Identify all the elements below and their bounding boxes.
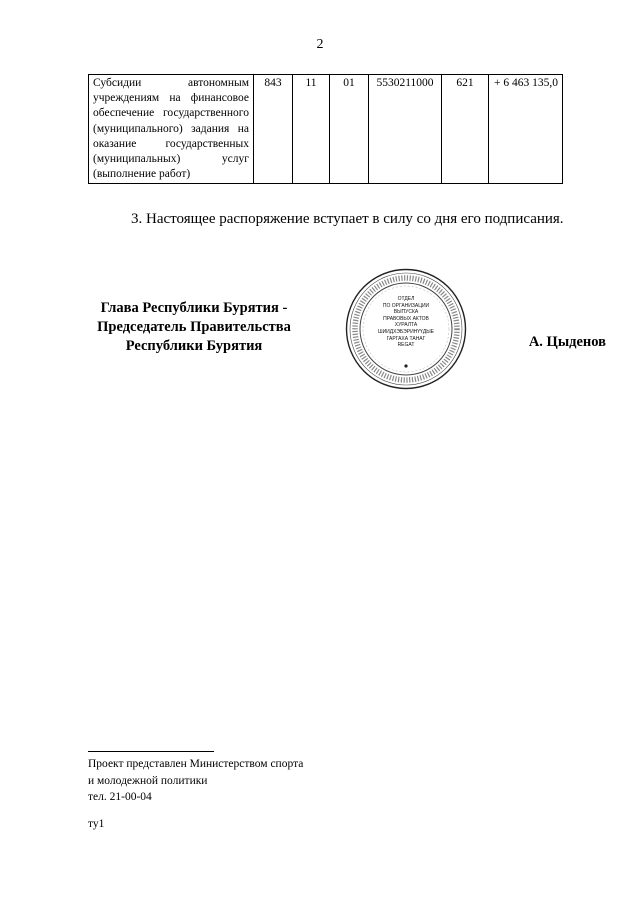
seal-line: ГАРГАХА ТАHАГ bbox=[386, 335, 426, 342]
budget-table bbox=[88, 74, 563, 184]
section-code: 11 bbox=[293, 75, 330, 184]
target-article-code: 5530211000 bbox=[369, 75, 442, 184]
signatory-title bbox=[84, 299, 304, 356]
seal-line: ВЫПУСКА bbox=[393, 309, 419, 316]
footnote-line: тел. 21-00-04 bbox=[88, 791, 152, 803]
paragraph-3: 3. Настоящее распоряжение вступает в силу со дня его подписания. bbox=[131, 211, 564, 227]
seal-line: ОТДЕЛ bbox=[397, 296, 415, 302]
seal-line: REGAT bbox=[397, 342, 415, 349]
seal-line: ПРАВОВЫХ АКТОВ bbox=[383, 315, 429, 322]
amount: + 6 463 135,0 bbox=[489, 75, 563, 184]
footnote-line: и молодежной политики bbox=[88, 774, 208, 787]
signatory-name: А. Цыденов bbox=[528, 334, 606, 350]
page-number: 2 bbox=[316, 37, 324, 52]
seal-line: ПО ОРГАНИЗАЦИИ bbox=[382, 302, 430, 309]
subsection-code: 01 bbox=[330, 75, 369, 184]
seal-text bbox=[364, 296, 448, 349]
expense-description: Субсидии автономным учреждениям на финансовое обеспечение государственного (муниципального) задания на оказание государственных (муниципальных) услуг (выполнение работ) bbox=[89, 75, 254, 184]
footnote-divider bbox=[88, 751, 214, 752]
expense-type-code: 621 bbox=[442, 75, 489, 184]
footnote bbox=[88, 756, 303, 806]
seal-line: ШИИДХЭБЭРИНҮҮДЫЕ bbox=[378, 328, 434, 335]
table-row bbox=[89, 75, 563, 184]
signatory-title-line: Республики Бурятия bbox=[125, 338, 263, 354]
signatory-title-line: Председатель Правительства bbox=[97, 319, 291, 335]
ministry-code: 843 bbox=[254, 75, 293, 184]
signatory-title-line: Глава Республики Бурятия - bbox=[100, 300, 288, 316]
seal-line: ХУРАЛТА bbox=[394, 322, 418, 329]
footnote-line: Проект представлен Министерством спорта bbox=[88, 758, 304, 770]
document-code: ту1 bbox=[88, 818, 105, 830]
